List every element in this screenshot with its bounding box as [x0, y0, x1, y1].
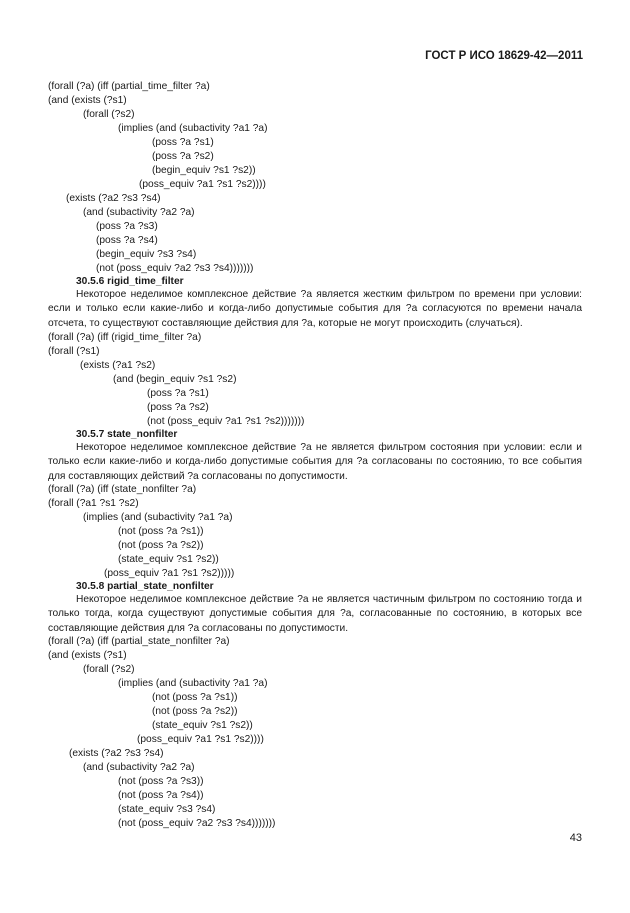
formula-line: (and (subactivity ?a2 ?a): [83, 207, 195, 218]
formula-line: (implies (and (subactivity ?a1 ?a): [118, 678, 268, 689]
formula-line: (not (poss ?a ?s1)): [118, 526, 204, 537]
formula-line: (and (subactivity ?a2 ?a): [83, 762, 195, 773]
formula-line: (forall (?a) (iff (partial_time_filter ?a): [48, 81, 210, 92]
formula-line: (and (exists (?s1): [48, 95, 127, 106]
formula-line: (forall (?s2): [83, 109, 135, 120]
paragraph: Некоторое неделимое комплексное действие ?a является жестким фильтром по времени при условии: если и только если какие-либо и когда-либо допустимые события для ?a согласуются по времени начала отсчета, то существуют составляющие действия для ?a, которые не могут происходить (случаться).: [48, 289, 582, 329]
formula-line: (forall (?a) (iff (partial_state_nonfilter ?a): [48, 636, 230, 647]
formula-line: (implies (and (subactivity ?a1 ?a): [118, 123, 268, 134]
formula-line: (poss ?a ?s4): [96, 235, 158, 246]
formula-line: (forall (?a) (iff (state_nonfilter ?a): [48, 484, 197, 495]
formula-line: (not (poss_equiv ?a1 ?s1 ?s2))))))): [147, 416, 305, 427]
formula-line: (implies (and (subactivity ?a1 ?a): [83, 512, 233, 523]
paragraph: Некоторое неделимое комплексное действие ?a не является фильтром состояния при условии: если и только если какие-либо и когда-либо допустимые события для ?a согласованы по состоянию, то все события для составляющих действий ?a согласованы по допустимости.: [48, 442, 582, 482]
formula-line: (begin_equiv ?s1 ?s2)): [152, 165, 256, 176]
formula-line: (exists (?a1 ?s2): [80, 360, 156, 371]
formula-line: (forall (?a1 ?s1 ?s2): [48, 498, 139, 509]
formula-line: (not (poss ?a ?s3)): [118, 776, 204, 787]
formula-line: (poss ?a ?s2): [147, 402, 209, 413]
formula-line: (not (poss ?a ?s1)): [152, 692, 238, 703]
formula-line: (poss ?a ?s3): [96, 221, 158, 232]
formula-line: (exists (?a2 ?s3 ?s4): [66, 193, 161, 204]
section-heading: 30.5.7 state_nonfilter: [76, 429, 178, 440]
formula-line: (state_equiv ?s1 ?s2)): [118, 554, 219, 565]
formula-line: (poss ?a ?s1): [147, 388, 209, 399]
formula-line: (and (begin_equiv ?s1 ?s2): [113, 374, 237, 385]
formula-line: (exists (?a2 ?s3 ?s4): [69, 748, 164, 759]
paragraph: Некоторое неделимое комплексное действие ?a не является частичным фильтром по состоянию тогда и только тогда, когда существуют допустимые события для ?a, согласованные по состоянию, в которых все составляющие действия для ?a согласованы по допустимости.: [48, 594, 582, 634]
formula-line: (poss_equiv ?a1 ?s1 ?s2))))): [104, 568, 235, 579]
formula-line: (not (poss ?a ?s4)): [118, 790, 204, 801]
formula-line: (not (poss_equiv ?a2 ?s3 ?s4))))))): [118, 818, 276, 829]
formula-line: (state_equiv ?s1 ?s2)): [152, 720, 253, 731]
formula-line: (forall (?s2): [83, 664, 135, 675]
formula-line: (begin_equiv ?s3 ?s4): [96, 249, 197, 260]
formula-line: (state_equiv ?s3 ?s4): [118, 804, 216, 815]
page-number: 43: [569, 832, 582, 844]
formula-line: (poss_equiv ?a1 ?s1 ?s2)))): [137, 734, 264, 745]
formula-line: (poss ?a ?s1): [152, 137, 214, 148]
formula-line: (forall (?a) (iff (rigid_time_filter ?a): [48, 332, 202, 343]
section-heading: 30.5.6 rigid_time_filter: [76, 276, 184, 287]
formula-line: (not (poss ?a ?s2)): [118, 540, 204, 551]
formula-line: (not (poss ?a ?s2)): [152, 706, 238, 717]
formula-line: (forall (?s1): [48, 346, 100, 357]
formula-line: (and (exists (?s1): [48, 650, 127, 661]
section-heading: 30.5.8 partial_state_nonfilter: [76, 581, 214, 592]
formula-line: (poss_equiv ?a1 ?s1 ?s2)))): [139, 179, 266, 190]
document-header: ГОСТ Р ИСО 18629-42—2011: [425, 50, 583, 62]
formula-line: (not (poss_equiv ?a2 ?s3 ?s4))))))): [96, 263, 254, 274]
formula-line: (poss ?a ?s2): [152, 151, 214, 162]
